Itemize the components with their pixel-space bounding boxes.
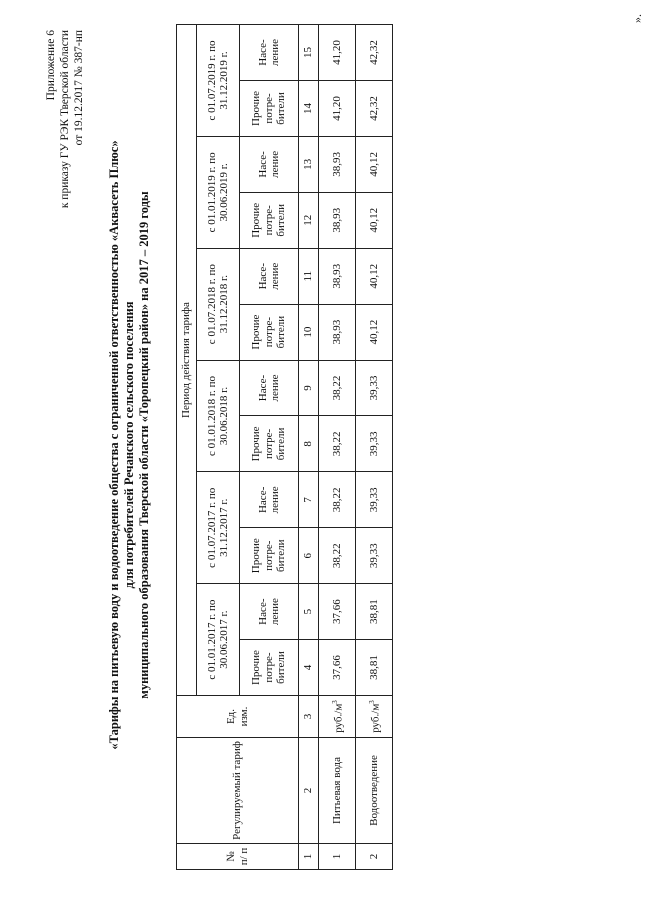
- tariff-value: 42,32: [356, 81, 393, 137]
- period-header-row: [177, 25, 197, 870]
- tariff-value: 40,12: [356, 136, 393, 192]
- period-range: с 01.01.2018 г. по 30.06.2018 г.: [197, 360, 240, 472]
- sub-header-population: Насе- ление: [240, 248, 299, 304]
- table-row: [356, 25, 393, 870]
- tariff-value: 37,66: [319, 584, 356, 640]
- tariff-value: 38,93: [319, 136, 356, 192]
- sub-header-population: Насе- ление: [240, 584, 299, 640]
- column-number: 14: [299, 81, 319, 137]
- tariff-name: Питьевая вода: [319, 738, 356, 844]
- sub-header-population: Насе- ление: [240, 25, 299, 81]
- col-unit-header: Ед. изм.: [177, 696, 299, 738]
- unit-cell: [356, 696, 393, 738]
- row-number: 2: [356, 844, 393, 870]
- tariff-name: Водоотведение: [356, 738, 393, 844]
- tariff-value: 39,33: [356, 472, 393, 528]
- tariff-value: 37,66: [319, 640, 356, 696]
- column-number: 9: [299, 360, 319, 416]
- unit-label: руб./м: [332, 703, 345, 733]
- tariff-value: 40,12: [356, 248, 393, 304]
- tariff-value: 39,33: [356, 360, 393, 416]
- tariff-value: 38,22: [319, 472, 356, 528]
- column-number-row: [299, 25, 319, 870]
- column-number: 6: [299, 528, 319, 584]
- column-number: 13: [299, 136, 319, 192]
- period-range: с 01.07.2019 г. по 31.12.2019 г.: [197, 25, 240, 137]
- tariff-table: [176, 24, 393, 870]
- col-tariff-header: Регулируемый тариф: [177, 738, 299, 844]
- unit-exponent: 3: [330, 700, 339, 704]
- appendix-header: [44, 30, 86, 208]
- sub-header-other: Прочие потре- бители: [240, 81, 299, 137]
- column-number: 11: [299, 248, 319, 304]
- tariff-value: 39,33: [356, 416, 393, 472]
- period-header: Период действия тарифа: [177, 25, 197, 696]
- tariff-value: 38,93: [319, 248, 356, 304]
- tariff-value: 39,33: [356, 528, 393, 584]
- sub-header-other: Прочие потре- бители: [240, 528, 299, 584]
- tariff-value: 40,12: [356, 304, 393, 360]
- column-number: 1: [299, 844, 319, 870]
- sub-header-other: Прочие потре- бители: [240, 192, 299, 248]
- sub-header-other: Прочие потре- бители: [240, 416, 299, 472]
- tariff-value: 38,93: [319, 304, 356, 360]
- closing-quote: ».: [630, 14, 644, 23]
- column-number: 3: [299, 696, 319, 738]
- period-range: с 01.07.2017 г. по 31.12.2017 г.: [197, 472, 240, 584]
- period-range: с 01.07.2018 г. по 31.12.2018 г.: [197, 248, 240, 360]
- tariff-value: 38,22: [319, 528, 356, 584]
- tariff-value: 38,22: [319, 416, 356, 472]
- title-line-2: для потребителей Речанского сельского поселения: [122, 301, 136, 589]
- sub-header-population: Насе- ление: [240, 472, 299, 528]
- tariff-value: 38,93: [319, 192, 356, 248]
- sub-header-other: Прочие потре- бители: [240, 640, 299, 696]
- unit-cell: [319, 696, 356, 738]
- unit-exponent: 3: [367, 700, 376, 704]
- tariff-value: 41,20: [319, 25, 356, 81]
- column-number: 7: [299, 472, 319, 528]
- column-number: 8: [299, 416, 319, 472]
- tariff-value: 42,32: [356, 25, 393, 81]
- column-number: 12: [299, 192, 319, 248]
- unit-label: руб./м: [369, 703, 382, 733]
- appendix-number: Приложение 6: [45, 30, 57, 101]
- document-title: [107, 45, 152, 845]
- tariff-value: 38,81: [356, 640, 393, 696]
- order-reference: к приказу ГУ РЭК Тверской области: [59, 30, 71, 209]
- column-number: 10: [299, 304, 319, 360]
- column-number: 15: [299, 25, 319, 81]
- tariff-value: 38,22: [319, 360, 356, 416]
- period-range: с 01.01.2019 г. по 30.06.2019 г.: [197, 136, 240, 248]
- order-date: от 19.12.2017 № 387-нп: [73, 30, 85, 146]
- sub-header-other: Прочие потре- бители: [240, 304, 299, 360]
- col-number-header: № п/ п: [177, 844, 299, 870]
- column-number: 4: [299, 640, 319, 696]
- title-line-1: «Тарифы на питьевую воду и водоотведение общества с ограниченной ответственностью «Аквасеть Плюс»: [107, 140, 121, 750]
- sub-header-population: Насе- ление: [240, 360, 299, 416]
- title-line-3: муниципального образования Тверской области «Торопецкий район» на 2017 – 2019 годы: [137, 191, 151, 699]
- tariff-value: 41,20: [319, 81, 356, 137]
- period-range: с 01.01.2017 г. по 30.06.2017 г.: [197, 584, 240, 696]
- row-number: 1: [319, 844, 356, 870]
- sub-header-population: Насе- ление: [240, 136, 299, 192]
- tariff-value: 38,81: [356, 584, 393, 640]
- column-number: 2: [299, 738, 319, 844]
- column-number: 5: [299, 584, 319, 640]
- table-row: [319, 25, 356, 870]
- tariff-value: 40,12: [356, 192, 393, 248]
